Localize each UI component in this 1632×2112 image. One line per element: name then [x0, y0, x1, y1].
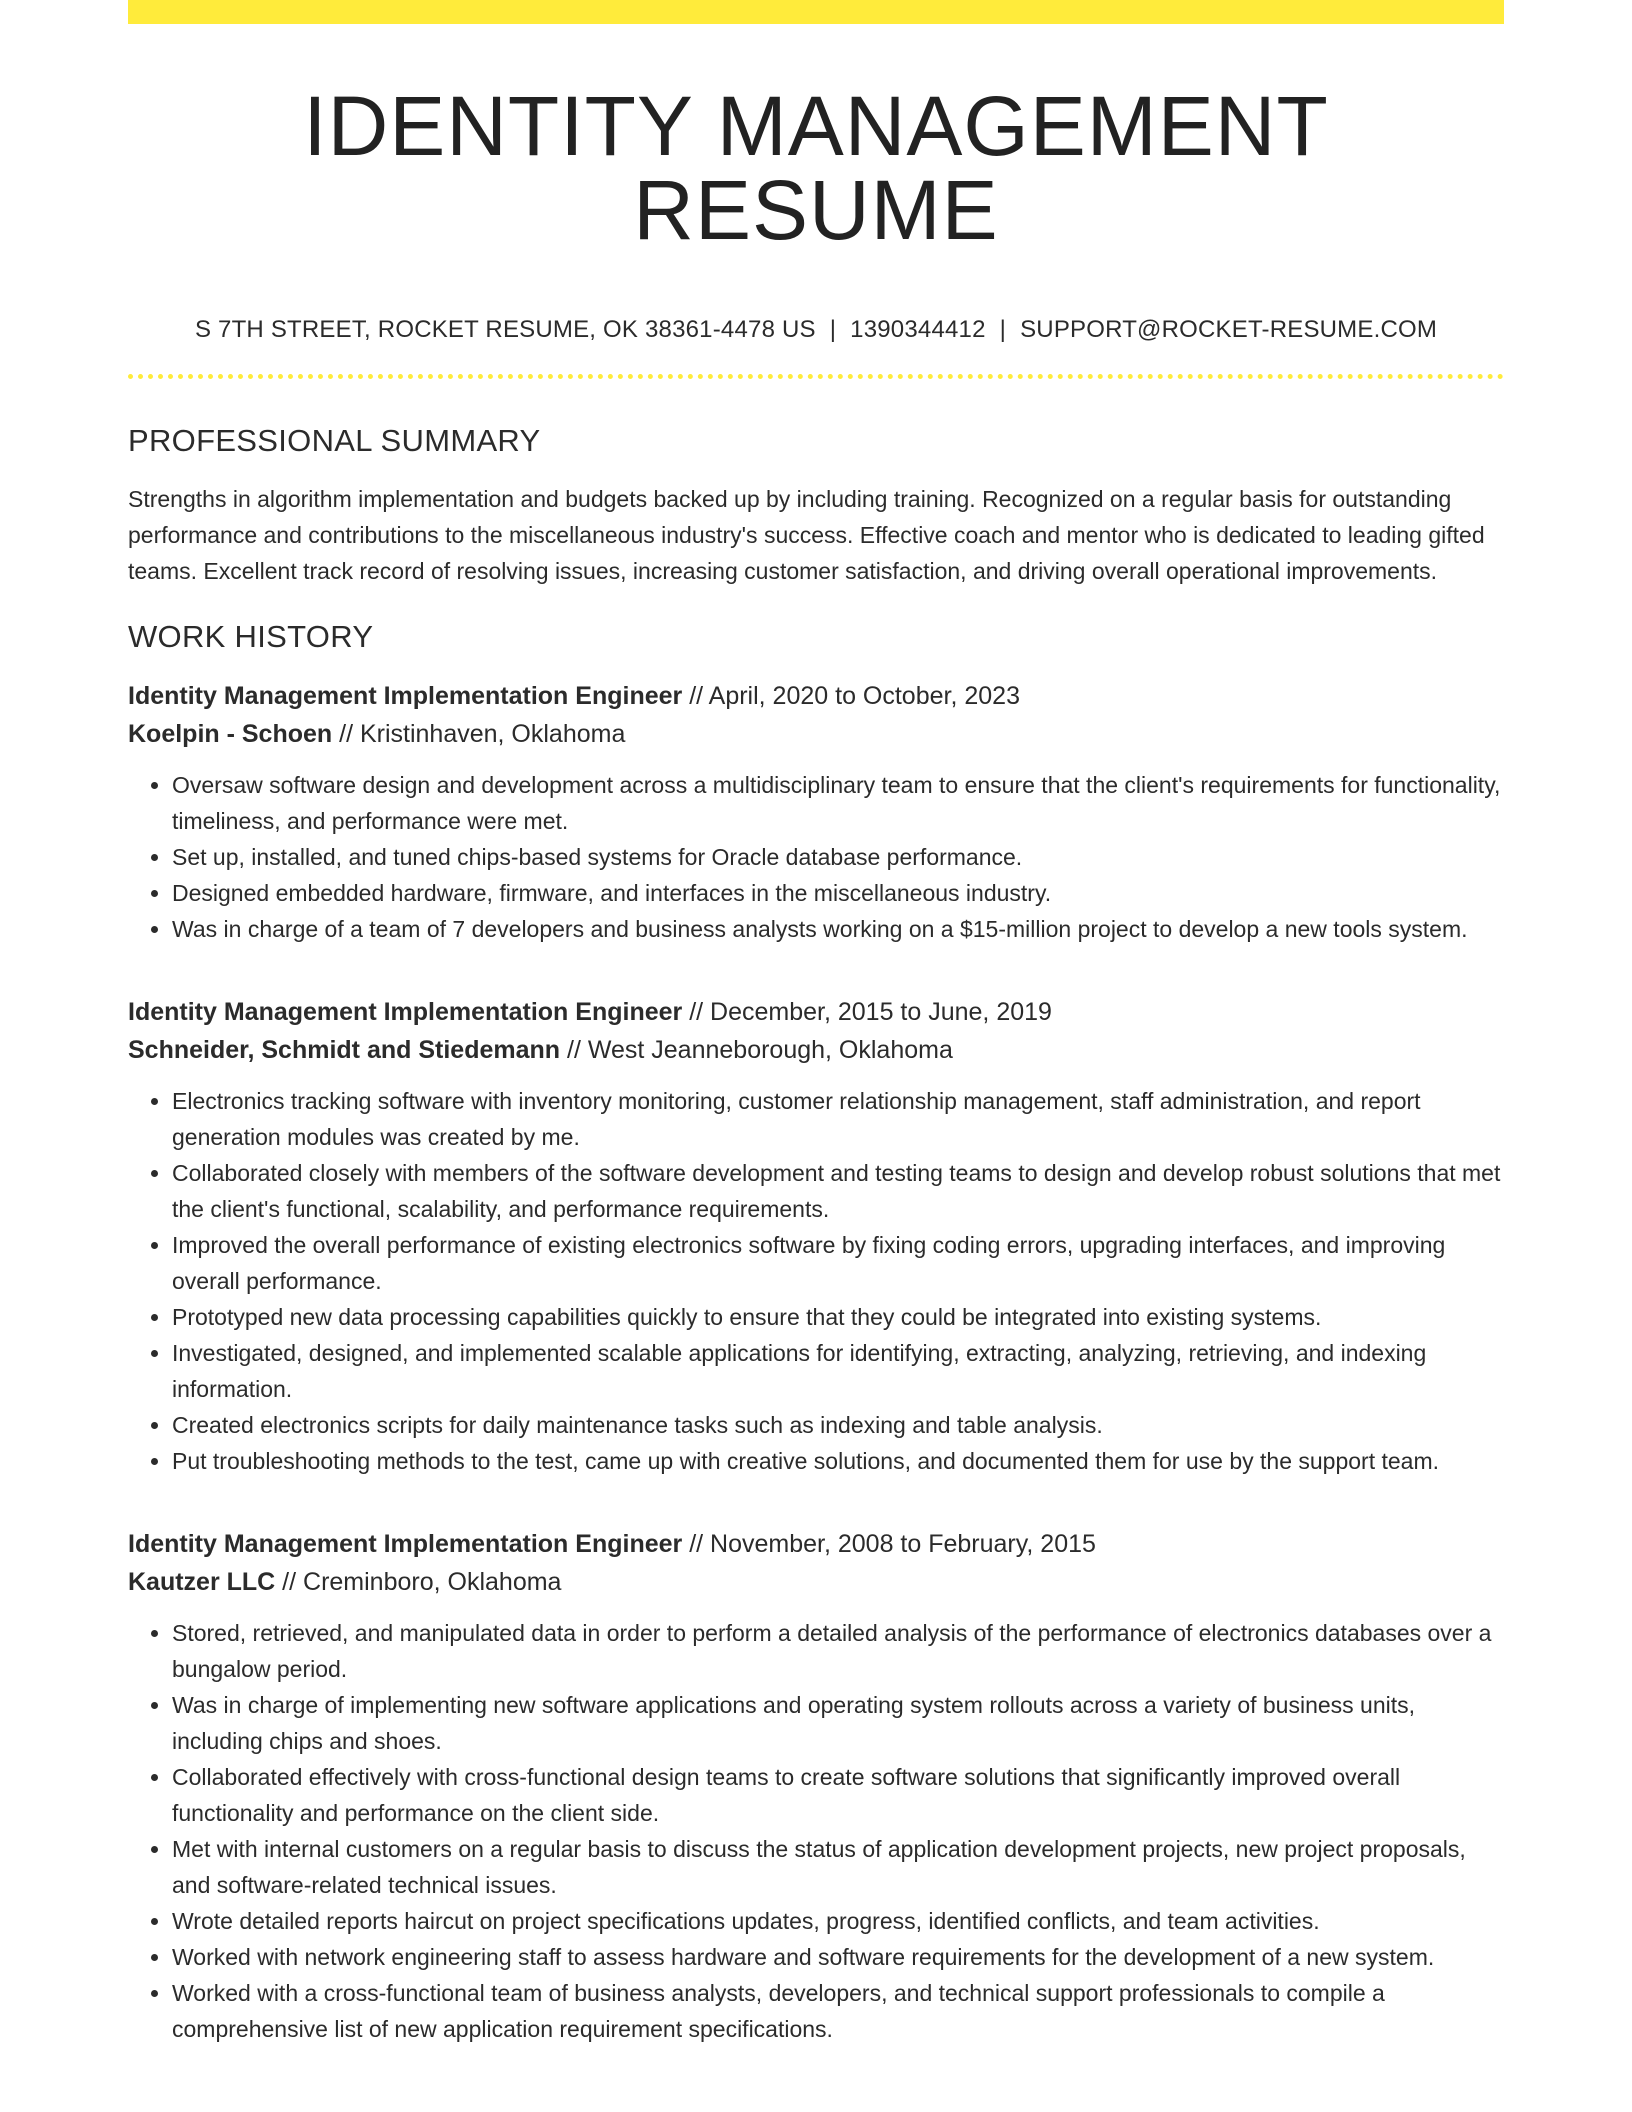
job-bullet: • Stored, retrieved, and manipulated data in order to perform a detailed analysis of the performance of electronics databases over a bungalow period. — [172, 1615, 1504, 1687]
job-dates: // December, 2015 to June, 2019 — [682, 998, 1052, 1026]
job-title-line — [128, 993, 1504, 1031]
job-title-line — [128, 1525, 1504, 1563]
job-location: // West Jeanneborough, Oklahoma — [560, 1036, 953, 1064]
job-bullet: • Put troubleshooting methods to the test, came up with creative solutions, and documented them for use by the support team. — [172, 1443, 1504, 1479]
contact-line — [128, 316, 1504, 344]
job-company-line — [128, 1563, 1504, 1601]
job-bullet: • Improved the overall performance of existing electronics software by fixing coding errors, upgrading interfaces, and improving overall performance. — [172, 1227, 1504, 1299]
summary-text: Strengths in algorithm implementation and budgets backed up by including training. Recognized on a regular basis for outstanding performance and contributions to the miscellaneous industry's success. Effective coach and mentor who is dedicated to leading gifted teams. Excellent track record of resolving issues, increasing customer satisfaction, and driving overall operational improvements. — [128, 486, 1485, 584]
job-bullet: • Collaborated closely with members of the software development and testing teams to design and develop robust solutions that met the client's functional, scalability, and performance requirements. — [172, 1155, 1504, 1227]
job-bullet: • Prototyped new data processing capabilities quickly to ensure that they could be integrated into existing systems. — [172, 1299, 1504, 1335]
job-dates: // April, 2020 to October, 2023 — [682, 682, 1020, 710]
job-title: Identity Management Implementation Engineer — [128, 998, 683, 1026]
job-bullet: • Was in charge of implementing new software applications and operating system rollouts across a variety of business units, including chips and shoes. — [172, 1687, 1504, 1759]
contact-email: SUPPORT@ROCKET-RESUME.COM — [1020, 316, 1438, 343]
contact-phone: 1390344412 — [850, 316, 986, 343]
job-bullets — [128, 767, 1504, 947]
job-entry — [128, 993, 1504, 1479]
work-history-heading: WORK HISTORY — [128, 619, 374, 654]
top-accent-bar — [128, 0, 1504, 24]
job-title: Identity Management Implementation Engineer — [128, 682, 683, 710]
job-bullet: • Worked with a cross-functional team of business analysts, developers, and technical support professionals to compile a comprehensive list of new application requirement specifications. — [172, 1975, 1504, 2047]
job-bullet: • Wrote detailed reports haircut on project specifications updates, progress, identified conflicts, and team activities. — [172, 1903, 1504, 1939]
resume-title: IDENTITY MANAGEMENT RESUME — [303, 79, 1329, 257]
job-bullet: • Designed embedded hardware, firmware, and interfaces in the miscellaneous industry. — [172, 875, 1504, 911]
job-bullets — [128, 1615, 1504, 2047]
summary-heading: PROFESSIONAL SUMMARY — [128, 423, 541, 458]
dotted-divider — [128, 374, 1504, 379]
job-dates: // November, 2008 to February, 2015 — [682, 1530, 1096, 1558]
job-bullet: • Oversaw software design and development across a multidisciplinary team to ensure that the client's requirements for functionality, timeliness, and performance were met. — [172, 767, 1504, 839]
job-location: // Creminboro, Oklahoma — [275, 1568, 562, 1596]
job-bullet: • Investigated, designed, and implemented scalable applications for identifying, extracting, analyzing, retrieving, and indexing information. — [172, 1335, 1504, 1407]
job-entry — [128, 1525, 1504, 2047]
contact-separator: | — [999, 316, 1007, 343]
job-bullet: • Created electronics scripts for daily maintenance tasks such as indexing and table analysis. — [172, 1407, 1504, 1443]
job-company: Koelpin - Schoen — [128, 720, 333, 748]
job-bullet: • Electronics tracking software with inventory monitoring, customer relationship management, staff administration, and report generation modules was created by me. — [172, 1083, 1504, 1155]
job-entry — [128, 677, 1504, 947]
resume-page — [128, 0, 1504, 2047]
job-title-line — [128, 677, 1504, 715]
job-location: // Kristinhaven, Oklahoma — [332, 720, 626, 748]
job-bullets — [128, 1083, 1504, 1479]
job-bullet: • Met with internal customers on a regular basis to discuss the status of application development projects, new project proposals, and software-related technical issues. — [172, 1831, 1504, 1903]
job-company: Schneider, Schmidt and Stiedemann — [128, 1036, 561, 1064]
job-bullet: • Worked with network engineering staff to assess hardware and software requirements for the development of a new system. — [172, 1939, 1504, 1975]
contact-separator: | — [829, 316, 837, 343]
job-company: Kautzer LLC — [128, 1568, 276, 1596]
contact-address: S 7TH STREET, ROCKET RESUME, OK 38361-4478 US — [194, 316, 816, 343]
job-company-line — [128, 1031, 1504, 1069]
job-bullet: • Set up, installed, and tuned chips-based systems for Oracle database performance. — [172, 839, 1504, 875]
job-title: Identity Management Implementation Engineer — [128, 1530, 683, 1558]
job-bullet: • Was in charge of a team of 7 developers and business analysts working on a $15-million project to develop a new tools system. — [172, 911, 1504, 947]
job-bullet: • Collaborated effectively with cross-functional design teams to create software solutions that significantly improved overall functionality and performance on the client side. — [172, 1759, 1504, 1831]
job-company-line — [128, 715, 1504, 753]
